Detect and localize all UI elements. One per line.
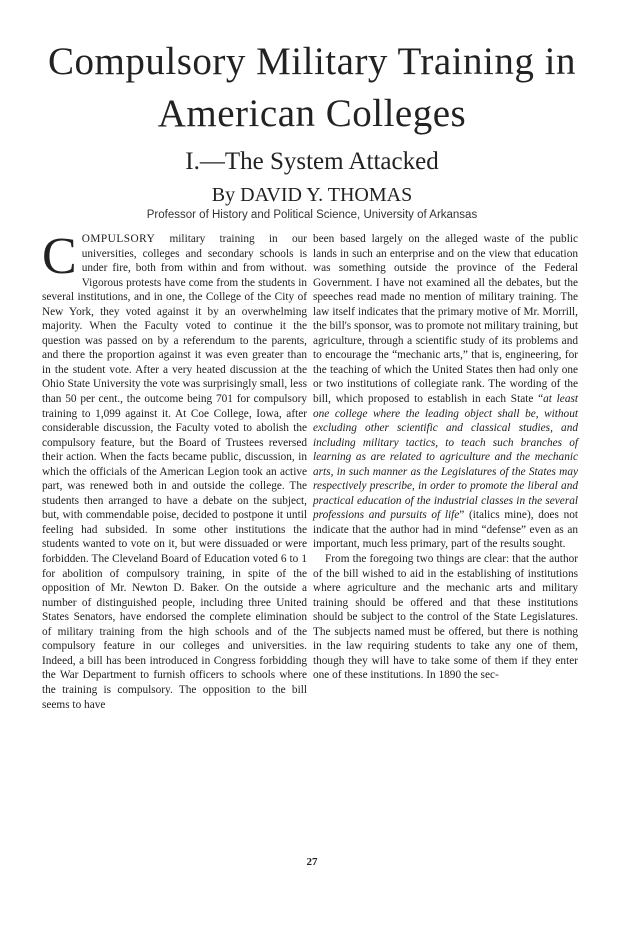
left-column (42, 228, 307, 712)
page-number: 27 (306, 856, 318, 868)
opening-paragraph (42, 228, 307, 712)
article-title-line-2: American Colleges (157, 92, 467, 135)
left-column-text: military training in our universities, colleges and secondary schools is under fire, both from within and from without. Vigorous protests have come from the students in several institutions, and in one, the College of the City of New York, they voted against it by an overwhelming majority. When the Faculty voted to continue it the question was passed on by a referendum to the parents, and there the proportion against it was even greater than in the student vote. After a very heated discussion at the Ohio State University the vote was surprisingly small, less than 50 per cent., the outcome being 701 for compulsory training to 1,099 against it. At Coe College, Iowa, after considerable discussion, the Faculty voted to abolish the compulsory feature, but the Board of Trustees reversed their action. When the facts became public, discussion, in which the officials of the American Legion took an active part, was renewed both in and outside the college. The students then arranged to have a debate on the subject, but, with commendable poise, decided to postpone it until feeling had subsided. In some other institutions the students wanted to vote on it, but were dissuaded or were forbidden. The Cleveland Board of Education voted 6 to 1 for abolition of compulsory training, in spite of the opposition of Mr. Newton D. Baker. On the outside a number of distinguished people, including three United States Senators, have endorsed the complete elimination of military training from the high schools and of the compulsory feature in our colleges and universities. Indeed, a bill has been introduced in Congress forbidding the War Department to furnish officers to schools where the training is compulsory. The opposition to the bill seems to have (42, 233, 307, 711)
lead-word: OMPULSORY (81, 233, 156, 245)
drop-cap: C (42, 228, 77, 285)
author-affiliation: Professor of History and Political Science, University of Arkansas (146, 209, 478, 221)
second-paragraph: From the foregoing two things are clear: that the author of the bill wished to aid in the establishing of institutions where agriculture and the mechanic arts and military training should be offered and that these institutions should be subject to the control of the State Legislatures. The subjects named must be offered, but there is nothing in the law requiring students to take any one of them, though they will have to take some of them if they enter one of these institutions. In 1890 the sec- (313, 553, 578, 682)
continued-paragraph (313, 232, 578, 552)
author-byline: By DAVID Y. THOMAS (211, 184, 413, 206)
paragraph-text-end: ” (italics mine), does not indicate that the author had in mind “defense” even as an important, much less primary, part of the results sought. (313, 509, 579, 551)
italic-quotation: at least one college where the leading object shall be, without excluding other scientific and classical studies, and including military tactics, to teach such branches of learning as are related to agriculture and the mechanic arts, in such manner as the Legislatures of the States may respectively prescribe, in order to promote the liberal and practical education of the industrial classes in the several professions and pursuits of life (313, 393, 579, 522)
article-title-line-1: Compulsory Military Training in (48, 40, 576, 83)
right-column (313, 232, 578, 683)
article-subtitle: I.—The System Attacked (185, 148, 439, 175)
paragraph-text-start: been based largely on the alleged waste of the public lands in such an enterprise and on the view that education was something outside the province of the Federal Government. I have not examined all the debates, but the speeches read made no mention of military training. The law itself indicates that the primary motive of Mr. Morrill, the bill's sponsor, was to promote not military training, but agriculture, through a scientific study of its problems and to encourage the “mechanic arts,” that is, engineering, for the teaching of which the United States then had only one or two institutions of collegiate rank. The wording of the bill, which proposed to establish in each State “ (313, 233, 578, 406)
